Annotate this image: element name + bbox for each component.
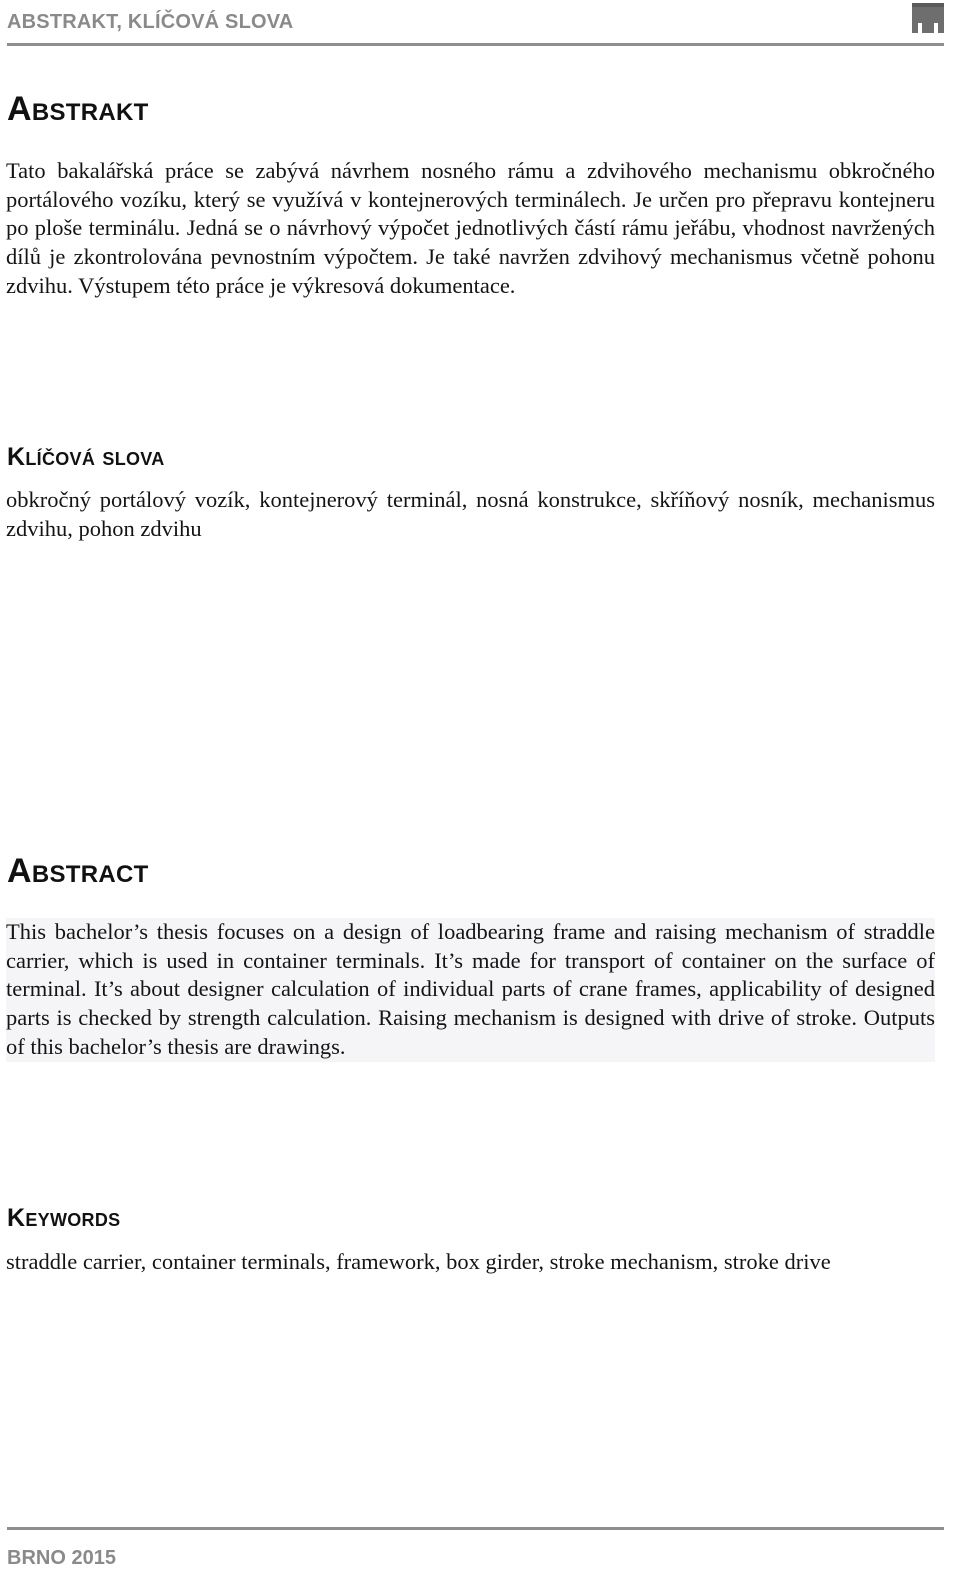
faculty-logo-icon	[912, 3, 944, 33]
abstract-heading: Abstract	[7, 852, 149, 890]
klicova-slova-heading: Klíčová slova	[7, 443, 165, 471]
footer-text: BRNO 2015	[7, 1547, 116, 1569]
keywords-text: straddle carrier, container terminals, framework, box girder, stroke mechanism, stroke drive	[6, 1249, 831, 1274]
footer-divider	[7, 1527, 944, 1530]
abstrakt-text: Tato bakalářská práce se zabývá návrhem nosného rámu a zdvihového mechanismu obkročného portálového vozíku, který se využívá v kontejnerových terminálech. Je určen pro přepravu kontejneru po ploše terminálu. Jedná se o návrhový výpočet jednotlivých částí rámu jeřábu, vhodnost navržených dílů je zkontrolována pevnostním výpočtem. Je také navržen zdvihový mechanismus včetně pohonu zdvihu. Výstupem této práce je výkresová dokumentace.	[6, 158, 935, 298]
abstrakt-heading: Abstrakt	[7, 90, 149, 128]
header-divider	[7, 43, 944, 46]
keywords-heading: Keywords	[7, 1204, 121, 1232]
klicova-slova-text: obkročný portálový vozík, kontejnerový terminál, nosná konstrukce, skříňový nosník, mechanismus zdvihu, pohon zdvihu	[6, 487, 935, 541]
abstract-text: This bachelor’s thesis focuses on a design of loadbearing frame and raising mechanism of straddle carrier, which is used in container terminals. It’s made for transport of container on the surface of terminal. It’s about designer calculation of individual parts of crane frames, applicability of designed parts is checked by strength calculation. Raising mechanism is designed with drive of stroke. Outputs of this bachelor’s thesis are drawings.	[6, 918, 935, 1062]
running-header-title: ABSTRAKT, KLÍČOVÁ SLOVA	[7, 11, 294, 33]
